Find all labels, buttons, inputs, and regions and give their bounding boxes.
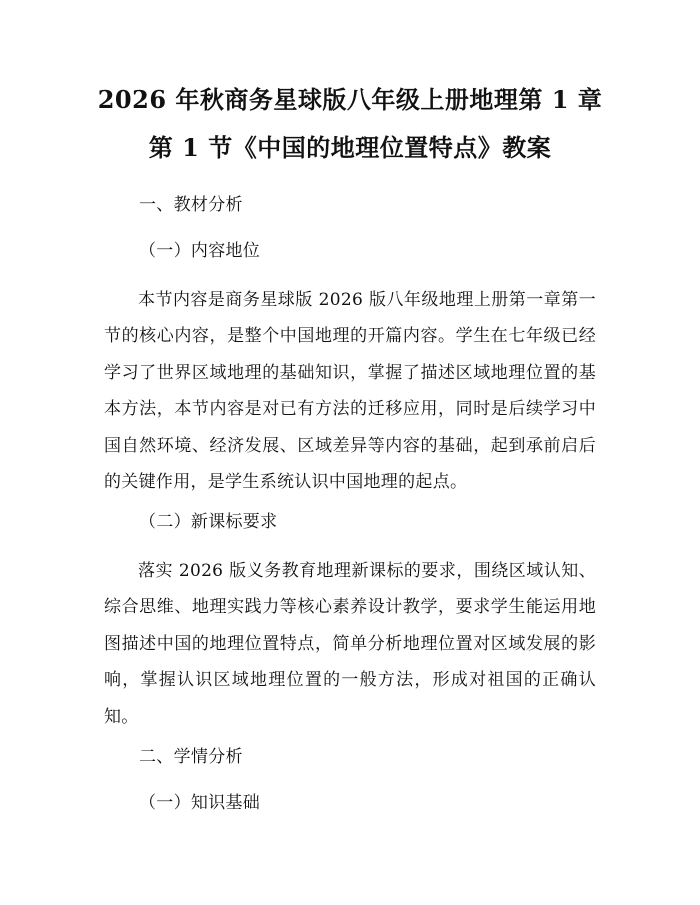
subsection-heading-knowledge-base: （一）知识基础 <box>139 793 261 813</box>
subsection-heading-content-position: （一）内容地位 <box>139 241 261 261</box>
paragraph-curriculum-requirements: 落实 2026 版义务教育地理新课标的要求，围绕区域认知、综合思维、地理实践力等核心素养设计教学，要求学生能运用地图描述中国的地理位置特点，简单分析地理位置对区域发展的影响，掌握认识区域地理位置的一般方法，形成对祖国的正确认知。 <box>104 561 596 727</box>
subsection-heading-curriculum-requirements: （二）新课标要求 <box>139 512 278 532</box>
document-title-line-2: 第 1 节《中国的地理位置特点》教案 <box>148 133 552 162</box>
document-title-line-1: 2026 年秋商务星球版八年级上册地理第 1 章 <box>97 85 603 114</box>
section-heading-textbook-analysis: 一、教材分析 <box>139 195 243 215</box>
paragraph-content-position: 本节内容是商务星球版 2026 版八年级地理上册第一章第一节的核心内容，是整个中国地理的开篇内容。学生在七年级已经学习了世界区域地理的基础知识，掌握了描述区域地理位置的基本方法，本节内容是对已有方法的迁移应用，同时是后续学习中国自然环境、经济发展、区域差异等内容的基础，起到承前启后的关键作用，是学生系统认识中国地理的起点。 <box>104 290 596 493</box>
section-heading-student-analysis: 二、学情分析 <box>139 747 243 767</box>
